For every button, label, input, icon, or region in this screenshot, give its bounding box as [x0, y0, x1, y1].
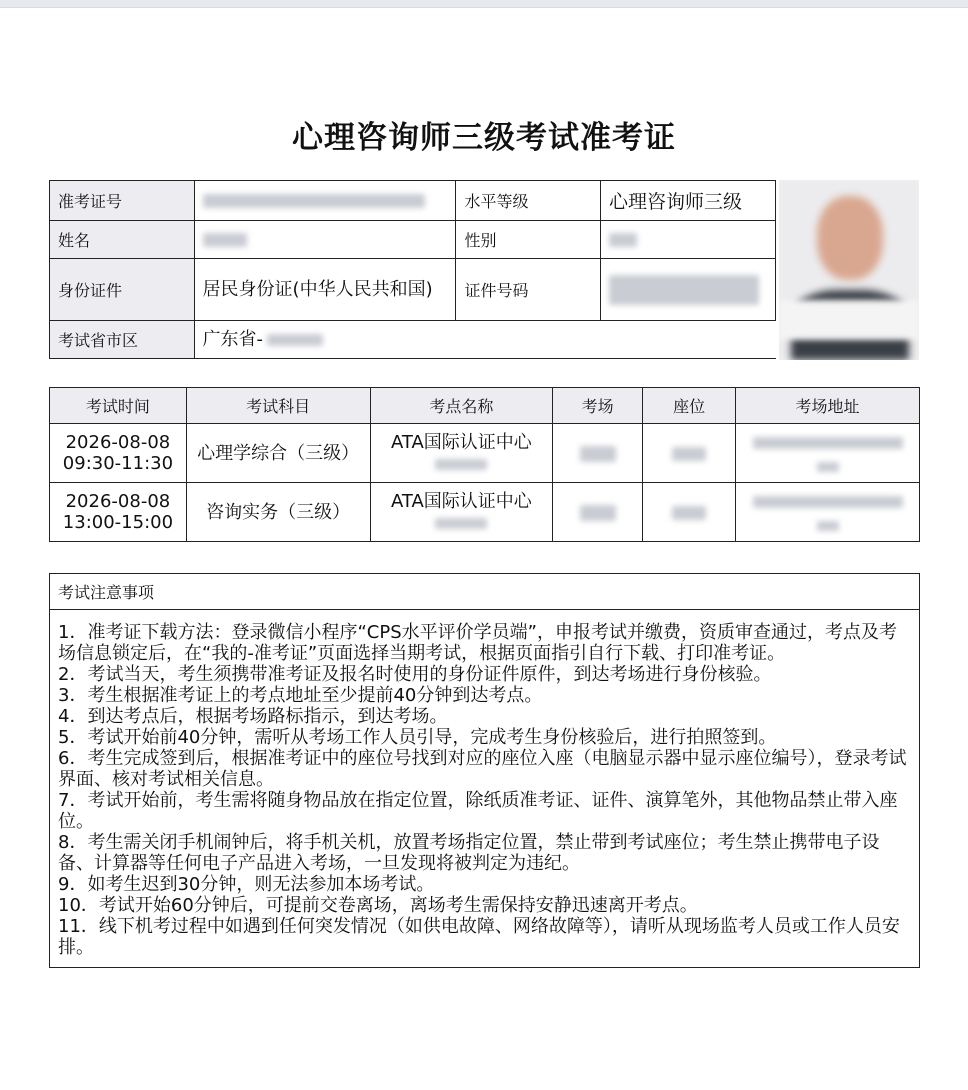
exam-address — [736, 424, 920, 483]
exam-time — [50, 483, 187, 542]
list-item: 4．到达考点后，根据考场路标指示，到达考场。 — [58, 706, 448, 727]
top-strip — [0, 0, 968, 8]
col-header-seat: 座位 — [643, 388, 736, 424]
id-no-value — [601, 259, 776, 321]
exam-site: ATA国际认证中心 — [370, 483, 553, 542]
gender-value — [601, 221, 776, 259]
id-type-label: 身份证件 — [50, 259, 195, 321]
name-value — [194, 221, 456, 259]
list-item: 7．考试开始前，考生需将随身物品放在指定位置，除纸质准考证、证件、演算笔外，其他物品禁止带入座位。 — [58, 790, 898, 832]
exam-hours: 13:00-15:00 — [62, 512, 174, 533]
exam-schedule-table — [49, 387, 920, 542]
table-row — [50, 483, 920, 542]
list-item: 8．考生需关闭手机闹钟后，将手机关机，放置考场指定位置，禁止带到考试座位；考生禁止携带电子设备、计算器等任何电子产品进入考场，一旦发现将被判定为违纪。 — [58, 832, 880, 874]
exam-date: 2026-08-08 — [65, 491, 171, 512]
name-label: 姓名 — [50, 221, 195, 259]
ticket-no-label: 准考证号 — [50, 181, 195, 221]
list-item: 3．考生根据准考证上的考点地址至少提前40分钟到达考点。 — [58, 685, 543, 706]
exam-hours: 09:30-11:30 — [62, 453, 174, 474]
exam-room — [553, 424, 643, 483]
exam-site: ATA国际认证中心 — [370, 424, 553, 483]
ticket-no-value — [194, 181, 456, 221]
page-title: 心理咨询师三级考试准考证 — [292, 120, 676, 156]
exam-subject: 咨询实务（三级） — [186, 483, 370, 542]
col-header-room: 考场 — [553, 388, 643, 424]
exam-seat — [643, 424, 736, 483]
level-value: 心理咨询师三级 — [601, 181, 776, 221]
table-row — [50, 424, 920, 483]
id-type-value: 居民身份证(中华人民共和国) — [194, 259, 456, 321]
level-label: 水平等级 — [456, 181, 601, 221]
region-value-cell — [194, 321, 775, 359]
exam-time — [50, 424, 187, 483]
exam-date: 2026-08-08 — [65, 432, 171, 453]
list-item: 10．考试开始60分钟后，可提前交卷离场，离场考生需保持安静迅速离开考点。 — [58, 895, 698, 916]
notice-heading: 考试注意事项 — [50, 574, 920, 610]
list-item: 11．线下机考过程中如遇到任何突发情况（如供电故障、网络故障等），请听从现场监考人员或工作人员安排。 — [58, 916, 900, 958]
gender-label: 性别 — [456, 221, 601, 259]
list-item: 2．考试当天，考生须携带准考证及报名时使用的身份证件原件，到达考场进行身份核验。 — [58, 664, 772, 685]
col-header-site: 考点名称 — [370, 388, 553, 424]
list-item: 6．考生完成签到后，根据准考证中的座位号找到对应的座位入座（电脑显示器中显示座位编号），登录考试界面、核对考试相关信息。 — [58, 748, 907, 790]
list-item: 1．准考证下载方法：登录微信小程序“CPS水平评价学员端”，申报考试并缴费，资质审查通过，考点及考场信息锁定后，在“我的-准考证”页面选择当期考试，根据页面指引自行下载、打印准考证。 — [58, 622, 897, 664]
exam-seat — [643, 483, 736, 542]
col-header-address: 考场地址 — [736, 388, 920, 424]
region-value: 广东省- — [202, 328, 264, 350]
id-no-label: 证件号码 — [456, 259, 601, 321]
col-header-time: 考试时间 — [50, 388, 187, 424]
notice-body — [50, 610, 920, 968]
list-item: 9．如考生迟到30分钟，则无法参加本场考试。 — [58, 874, 435, 895]
region-label: 考试省市区 — [50, 321, 195, 359]
exam-subject: 心理学综合（三级） — [186, 424, 370, 483]
candidate-photo — [779, 180, 919, 360]
exam-address — [736, 483, 920, 542]
exam-notice-table — [49, 573, 920, 968]
col-header-subject: 考试科目 — [186, 388, 370, 424]
candidate-info-table — [49, 180, 776, 359]
exam-room — [553, 483, 643, 542]
list-item: 5．考试开始前40分钟，需听从考场工作人员引导，完成考生身份核验后，进行拍照签到。 — [58, 727, 777, 748]
